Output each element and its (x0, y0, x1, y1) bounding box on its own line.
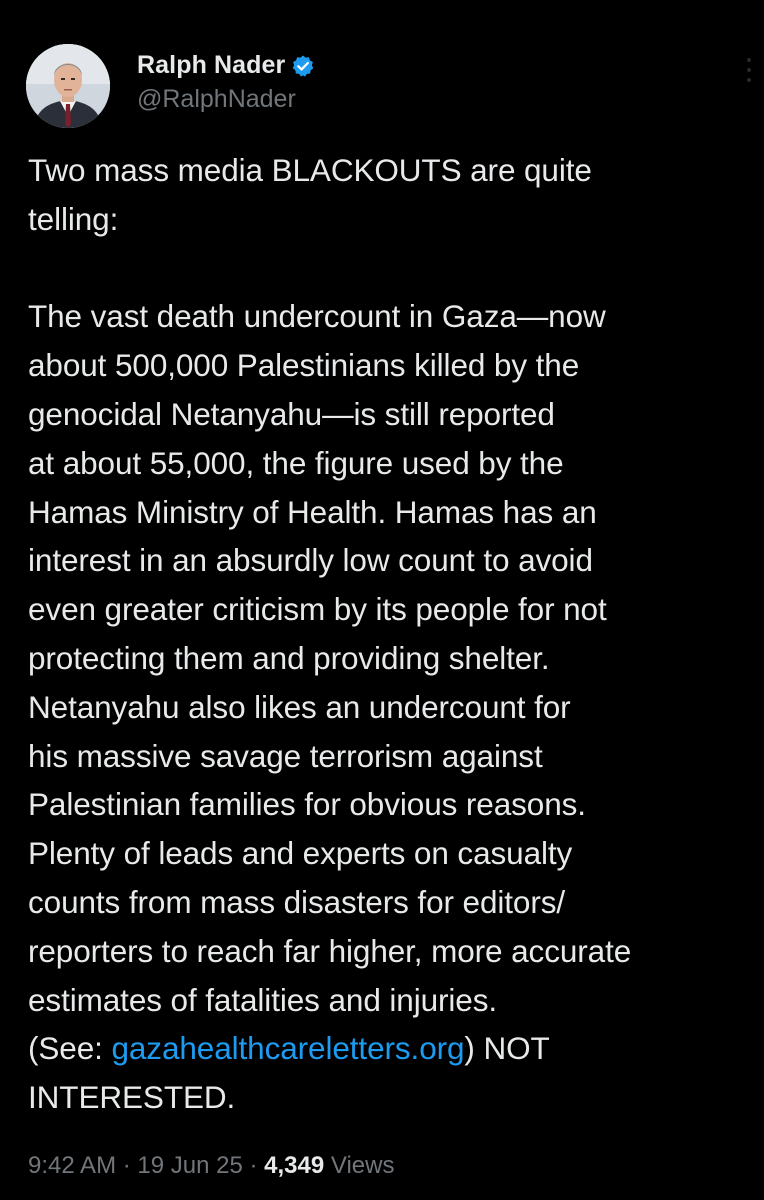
author-names (137, 49, 315, 114)
tweet-date[interactable]: 19 Jun 25 (137, 1152, 243, 1179)
avatar[interactable] (26, 44, 110, 128)
tweet-time[interactable]: 9:42 AM (28, 1152, 117, 1179)
meta-separator-2: · (242, 1152, 265, 1179)
verified-badge-icon (291, 54, 315, 78)
display-name[interactable]: Ralph Nader (137, 51, 286, 79)
tweet-paragraph: The vast death undercount in Gaza—now about 500,000 Palestinians killed by the genocidal Netanyahu—is still reported at about 55,000, the figure used by the Hamas Ministry of Health. Hamas has an interest in an absurdly low count to avoid even greater criticism by its people for not protecting them and providing shelter. Netanyahu also likes an undercount for his massive savage terrorism against Palestinian families for obvious reasons. Plenty of leads and experts on casualty counts from mass disasters for editors/ reporters to reach far higher, more accurate estimates of fatalities and injuries. (28, 298, 632, 1018)
tweet-link[interactable]: gazahealthcareletters.org (111, 1030, 465, 1067)
more-options-icon[interactable] (744, 58, 754, 82)
tweet-header (26, 42, 315, 130)
see-prefix: (See: (28, 1030, 112, 1067)
name-row (137, 49, 315, 83)
see-suffix: ) NOT INTERESTED. (28, 1030, 550, 1116)
tweet-meta (28, 1152, 394, 1180)
views-label: Views (324, 1152, 395, 1179)
meta-separator: · (116, 1152, 138, 1179)
tweet-intro: Two mass media BLACKOUTS are quite telling: (28, 152, 592, 237)
handle[interactable]: @RalphNader (137, 84, 296, 113)
tweet-text (28, 146, 764, 1122)
avatar-image (26, 44, 110, 128)
views-count: 4,349 (264, 1152, 325, 1179)
